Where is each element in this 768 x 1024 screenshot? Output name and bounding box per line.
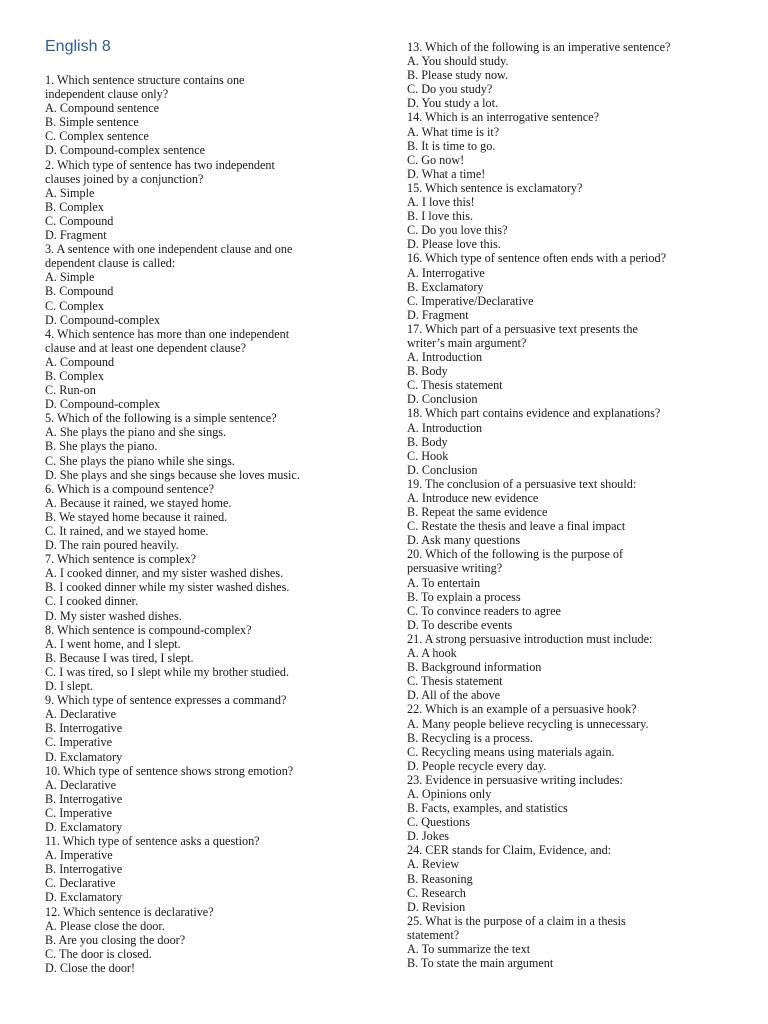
answer-option: C. Imperative/Declarative <box>407 293 534 308</box>
answer-option: D. Compound-complex <box>45 312 161 327</box>
answer-option: D. My sister washed dishes. <box>45 608 182 623</box>
answer-option: A. I love this! <box>407 195 475 210</box>
answer-option: D. What a time! <box>407 166 486 181</box>
answer-option: A. Many people believe recycling is unnecessary. <box>407 716 649 731</box>
answer-option: D. People recycle every day. <box>407 758 547 773</box>
answer-option: C. Do you love this? <box>407 223 508 238</box>
question-line: 22. Which is an example of a persuasive hook? <box>407 702 637 717</box>
right-column <box>407 40 737 970</box>
answer-option: C. Compound <box>45 213 114 228</box>
question-line: 19. The conclusion of a persuasive text should: <box>407 476 637 491</box>
answer-option: B. We stayed home because it rained. <box>45 509 228 524</box>
answer-option: D. To describe events <box>407 617 513 632</box>
answer-option: D. Please love this. <box>407 237 501 252</box>
answer-option: D. Jokes <box>407 829 449 844</box>
answer-option: D. The rain poured heavily. <box>45 538 179 553</box>
question-line: 7. Which sentence is complex? <box>45 552 197 567</box>
answer-option: D. Close the door! <box>45 960 136 975</box>
question-line: 9. Which type of sentence expresses a command? <box>45 693 287 708</box>
answer-option: A. Because it rained, we stayed home. <box>45 495 232 510</box>
question-line: 23. Evidence in persuasive writing includes: <box>407 772 623 787</box>
answer-option: B. Background information <box>407 660 542 675</box>
answer-option: D. Fragment <box>407 307 469 322</box>
answer-option: A. To entertain <box>407 575 481 590</box>
left-column <box>45 73 363 975</box>
answer-option: D. Exclamatory <box>45 749 123 764</box>
question-line: 21. A strong persuasive introduction must include: <box>407 631 653 646</box>
question-line: 4. Which sentence has more than one independent <box>45 326 290 341</box>
question-line: 8. Which sentence is compound-complex? <box>45 622 252 637</box>
answer-option: C. Questions <box>407 815 470 830</box>
answer-option: D. Exclamatory <box>45 890 123 905</box>
answer-option: D. Conclusion <box>407 392 478 407</box>
question-line: 17. Which part of a persuasive text presents the <box>407 321 638 336</box>
answer-option: B. Exclamatory <box>407 279 484 294</box>
question-line: 2. Which type of sentence has two independent <box>45 157 275 172</box>
answer-option: C. Research <box>407 885 466 900</box>
answer-option: C. Complex sentence <box>45 129 149 144</box>
answer-option: C. Run-on <box>45 383 96 398</box>
question-continuation: dependent clause is called: <box>45 256 176 271</box>
answer-option: B. I cooked dinner while my sister washed dishes. <box>45 580 290 595</box>
answer-option: B. Complex <box>45 199 104 214</box>
answer-option: A. A hook <box>407 646 457 661</box>
answer-option: C. Do you study? <box>407 82 493 97</box>
answer-option: A. She plays the piano and she sings. <box>45 425 227 440</box>
answer-option: A. Compound sentence <box>45 101 160 116</box>
answer-option: A. Interrogative <box>407 265 485 280</box>
answer-option: C. Recycling means using materials again. <box>407 744 615 759</box>
answer-option: B. Interrogative <box>45 791 123 806</box>
question-line: 10. Which type of sentence shows strong emotion? <box>45 763 294 778</box>
answer-option: A. Simple <box>45 185 95 200</box>
answer-option: A. Simple <box>45 270 95 285</box>
question-line: 14. Which is an interrogative sentence? <box>407 110 599 125</box>
answer-option: D. Ask many questions <box>407 533 521 548</box>
answer-option: B. Repeat the same evidence <box>407 505 548 520</box>
answer-option: C. Imperative <box>45 735 113 750</box>
answer-option: B. Complex <box>45 368 104 383</box>
answer-option: A. Declarative <box>45 777 117 792</box>
answer-option: B. To state the main argument <box>407 956 554 971</box>
answer-option: C. Go now! <box>407 152 465 167</box>
answer-option: B. Are you closing the door? <box>45 932 186 947</box>
answer-option: B. Reasoning <box>407 871 473 886</box>
answer-option: C. It rained, and we stayed home. <box>45 524 209 538</box>
answer-option: D. You study a lot. <box>407 96 499 111</box>
question-line: 16. Which type of sentence often ends with a period? <box>407 251 667 266</box>
question-line: 20. Which of the following is the purpose of <box>407 547 624 562</box>
answer-option: D. All of the above <box>407 688 501 703</box>
question-line: 5. Which of the following is a simple sentence? <box>45 411 277 426</box>
answer-option: D. Exclamatory <box>45 819 123 834</box>
answer-option: A. Compound <box>45 354 115 369</box>
answer-option: A. Opinions only <box>407 786 492 801</box>
question-line: 11. Which type of sentence asks a question? <box>45 834 260 849</box>
answer-option: B. It is time to go. <box>407 138 496 153</box>
question-continuation: statement? <box>407 927 460 942</box>
question-line: 6. Which is a compound sentence? <box>45 481 214 496</box>
answer-option: B. Interrogative <box>45 862 123 877</box>
page-title: English 8 <box>45 38 111 55</box>
answer-option: C. I was tired, so I slept while my brother studied. <box>45 664 290 679</box>
question-line: 3. A sentence with one independent clause and one <box>45 242 293 257</box>
question-line: 12. Which sentence is declarative? <box>45 904 214 919</box>
answer-option: D. Compound-complex sentence <box>45 143 206 158</box>
answer-option: B. Body <box>407 434 448 449</box>
answer-option: A. Introduction <box>407 420 483 435</box>
answer-option: D. Compound-complex <box>45 397 161 412</box>
answer-option: B. Body <box>407 364 448 379</box>
answer-option: C. I cooked dinner. <box>45 594 139 609</box>
answer-option: C. The door is closed. <box>45 946 152 961</box>
answer-option: B. Facts, examples, and statistics <box>407 801 568 816</box>
answer-option: D. Revision <box>407 899 466 914</box>
answer-option: B. Recycling is a process. <box>407 730 533 745</box>
question-continuation: persuasive writing? <box>407 561 503 576</box>
answer-option: C. Thesis statement <box>407 378 503 393</box>
question-continuation: independent clause only? <box>45 87 169 102</box>
answer-option: A. I cooked dinner, and my sister washed dishes. <box>45 566 284 581</box>
answer-option: B. To explain a process <box>407 589 521 604</box>
answer-option: C. Imperative <box>45 805 113 820</box>
answer-option: C. Restate the thesis and leave a final impact <box>407 519 626 534</box>
answer-option: B. Simple sentence <box>45 115 139 130</box>
answer-option: D. Conclusion <box>407 462 478 477</box>
answer-option: B. Interrogative <box>45 721 123 736</box>
answer-option: D. Fragment <box>45 228 107 243</box>
answer-option: A. To summarize the text <box>407 942 531 956</box>
question-line: 1. Which sentence structure contains one <box>45 73 245 87</box>
question-line: 25. What is the purpose of a claim in a thesis <box>407 913 626 928</box>
answer-option: A. I went home, and I slept. <box>45 636 181 651</box>
answer-option: C. Complex <box>45 298 104 313</box>
question-line: 15. Which sentence is exclamatory? <box>407 180 583 195</box>
answer-option: D. I slept. <box>45 679 94 694</box>
question-line: 18. Which part contains evidence and explanations? <box>407 406 661 421</box>
answer-option: A. Please close the door. <box>45 918 165 933</box>
answer-option: A. You should study. <box>407 54 509 69</box>
question-continuation: clause and at least one dependent clause? <box>45 340 246 355</box>
answer-option: A. Declarative <box>45 707 117 722</box>
answer-option: A. Introduce new evidence <box>407 491 539 505</box>
question-line: 13. Which of the following is an imperative sentence? <box>407 40 671 54</box>
answer-option: C. She plays the piano while she sings. <box>45 453 235 468</box>
answer-option: A. Imperative <box>45 848 113 863</box>
answer-option: B. Compound <box>45 284 114 299</box>
question-continuation: clauses joined by a conjunction? <box>45 171 204 186</box>
question-line: 24. CER stands for Claim, Evidence, and: <box>407 843 612 858</box>
answer-option: A. What time is it? <box>407 124 500 139</box>
answer-option: C. Thesis statement <box>407 674 503 689</box>
answer-option: C. To convince readers to agree <box>407 603 561 618</box>
answer-option: A. Introduction <box>407 350 483 365</box>
answer-option: B. I love this. <box>407 209 474 224</box>
answer-option: D. She plays and she sings because she loves music. <box>45 467 300 482</box>
answer-option: B. Because I was tired, I slept. <box>45 650 194 665</box>
answer-option: C. Declarative <box>45 876 116 891</box>
question-continuation: writer’s main argument? <box>407 335 527 350</box>
answer-option: C. Hook <box>407 448 449 463</box>
answer-option: B. She plays the piano. <box>45 439 158 454</box>
answer-option: A. Review <box>407 857 460 872</box>
answer-option: B. Please study now. <box>407 68 509 83</box>
